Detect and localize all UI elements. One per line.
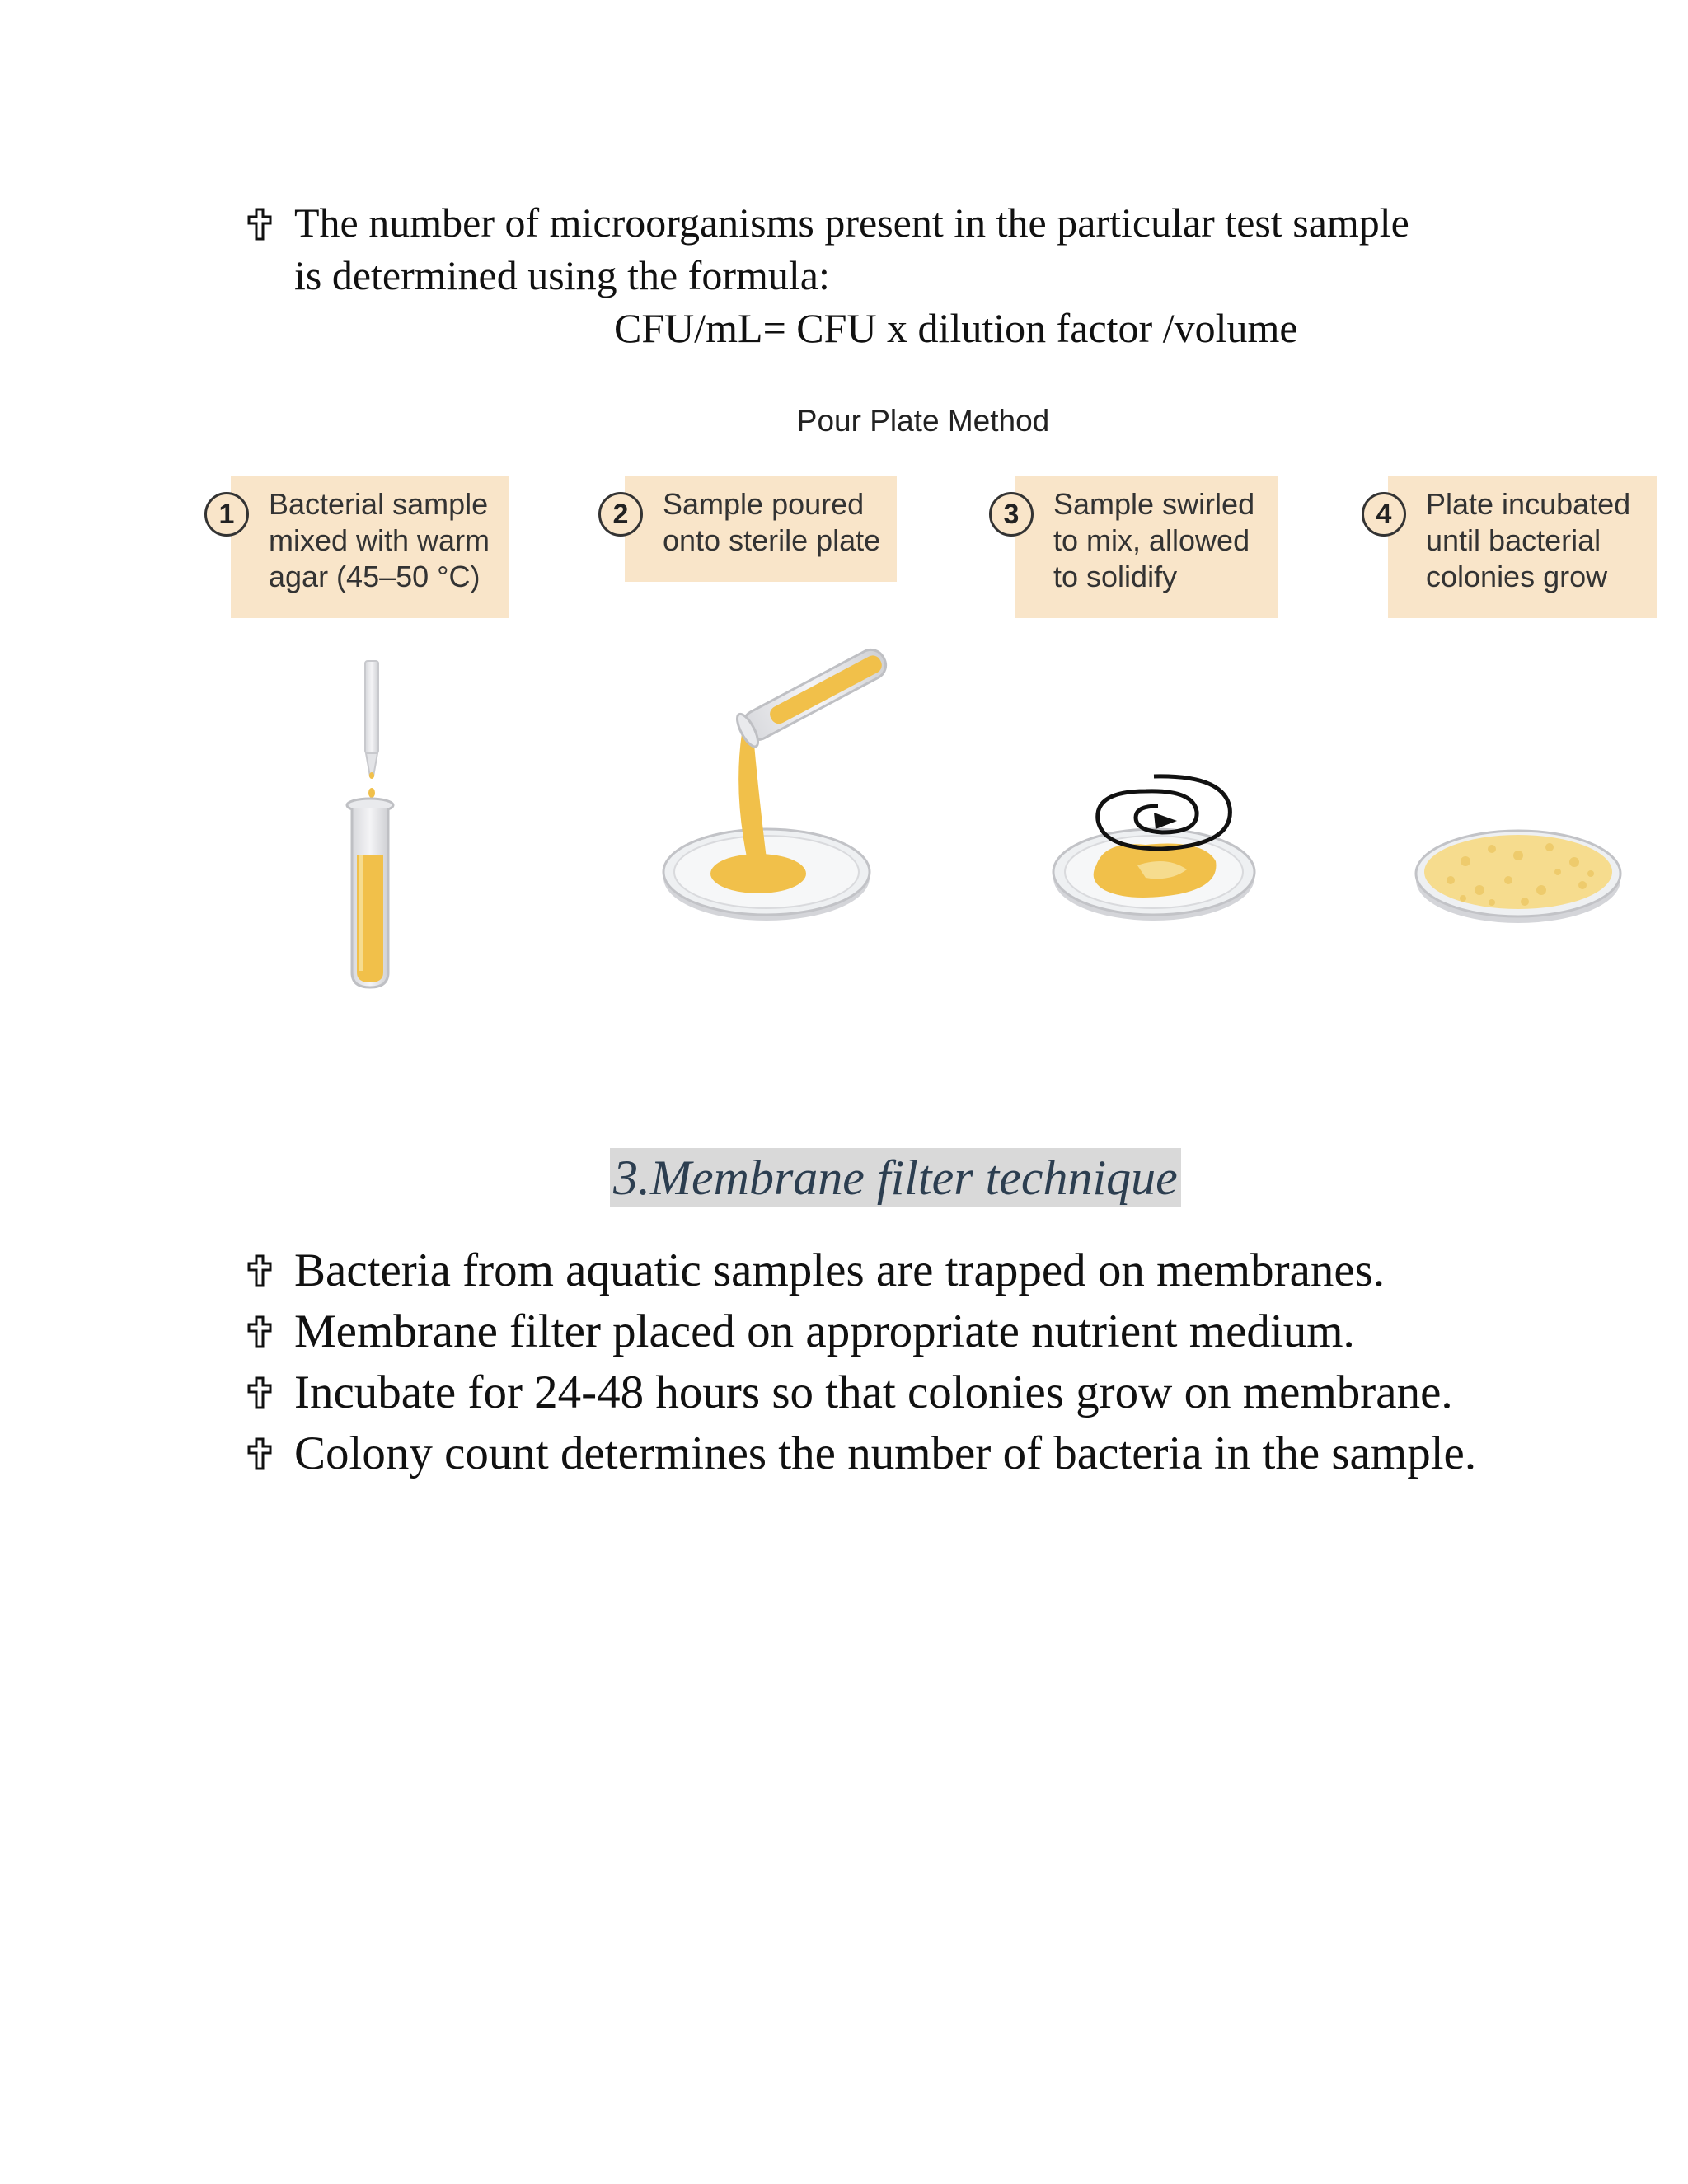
step-1-number: 1 [204,492,249,537]
step-3-number: 3 [989,492,1034,537]
membrane-bullets [243,1240,1529,1484]
list-item [243,1362,1529,1423]
cross-bullet-icon [243,208,276,241]
step-3-text: Sample swirled to mix, allowed to solidify [1053,487,1255,593]
bullet-text: Membrane filter placed on appropriate nutrient medium. [294,1305,1355,1357]
step-4-text: Plate incubated until bacterial colonies grow [1426,487,1631,593]
list-item [243,1423,1529,1484]
intro-bullet [243,196,1430,302]
cross-bullet-icon [243,1315,276,1348]
pouring-plate-icon [663,642,892,921]
bullet-text: Bacteria from aquatic samples are trapped on membranes. [294,1244,1386,1296]
bullet-text: Incubate for 24-48 hours so that colonies grow on membrane. [294,1366,1453,1418]
cross-bullet-icon [243,1437,276,1470]
step-2-text: Sample poured onto sterile plate [663,487,881,557]
figure-title: Pour Plate Method [796,404,1050,438]
cfu-formula: CFU/mL= CFU x dilution factor /volume [614,305,1298,351]
section-heading: 3.Membrane filter technique [610,1148,1181,1207]
cross-bullet-icon [243,1254,276,1287]
pour-plate-figure [190,404,1657,1014]
incubated-plate-icon [1416,831,1620,923]
bullet-text: Colony count determines the number of bacteria in the sample. [294,1427,1477,1479]
list-item [243,1240,1529,1301]
pipette-and-tube-icon [347,661,393,987]
step-2-number: 2 [598,492,643,537]
list-item [243,1301,1529,1362]
step-1-text: Bacterial sample mixed with warm agar (45–50 °C) [269,487,490,593]
intro-paragraph [243,196,1430,302]
step-4-number: 4 [1362,492,1406,537]
intro-text: The number of microorganisms present in the particular test sample is determined using the formula: [294,199,1409,298]
pour-plate-illustrations [190,404,1657,1014]
cross-bullet-icon [243,1376,276,1409]
swirled-plate-icon [1053,776,1254,921]
